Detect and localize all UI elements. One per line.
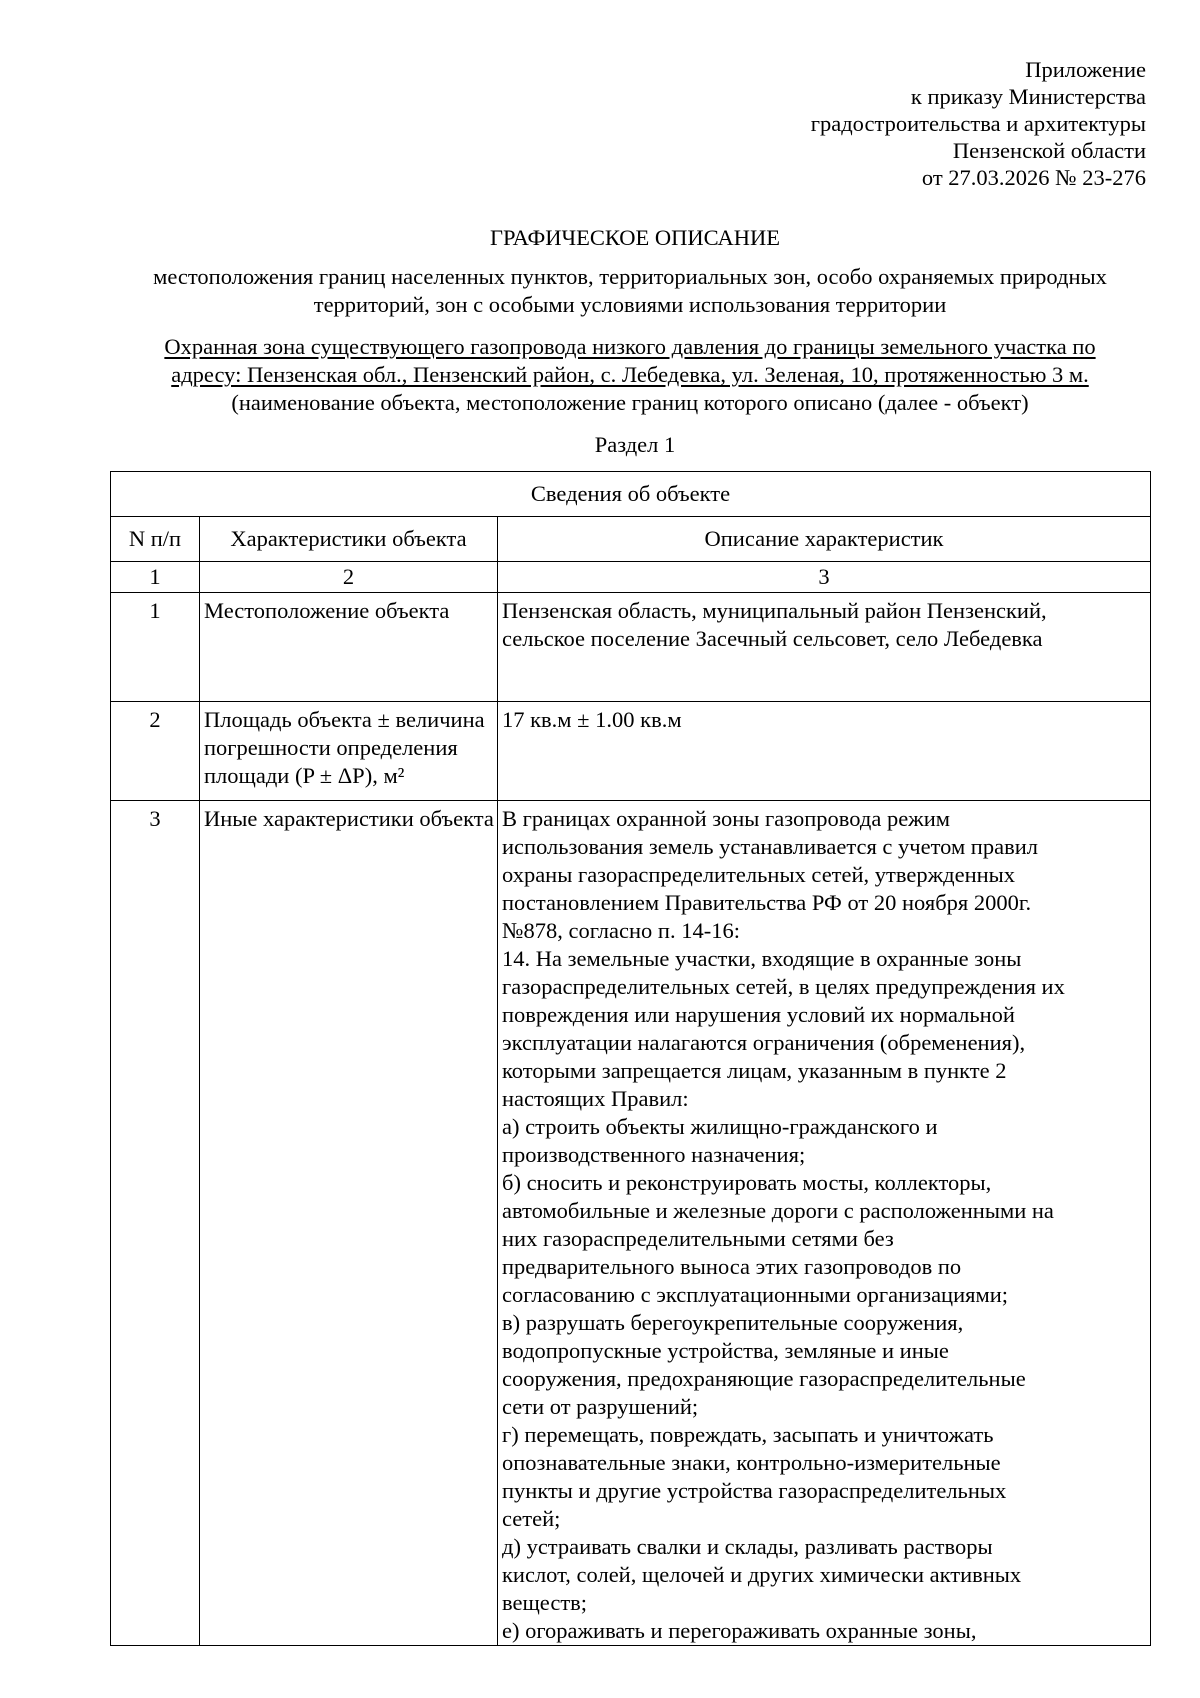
row-description: [498, 801, 1151, 1646]
description-line: настоящих Правил:: [502, 1086, 689, 1111]
description-line: 17 кв.м ± 1.00 кв.м: [502, 707, 682, 732]
column-number: 1: [111, 562, 200, 593]
row-description: [498, 702, 1151, 801]
object-name: [110, 333, 1150, 389]
description-line: газораспределительных сетей, в целях предупреждения их: [502, 974, 1065, 999]
description-line: а) строить объекты жилищно-гражданского и: [502, 1114, 938, 1139]
table-caption: Сведения об объекте: [111, 472, 1151, 517]
approval-line: к приказу Министерства: [910, 84, 1146, 109]
header-num: N п/п: [111, 517, 200, 562]
object-caption: (наименование объекта, местоположение границ которого описано (далее - объект): [231, 390, 1029, 415]
header-description: Описание характеристик: [498, 517, 1151, 562]
table-header-row: [111, 517, 1151, 562]
description-line: г) перемещать, повреждать, засыпать и уничтожать: [502, 1422, 994, 1447]
description-line: водопропускные устройства, земляные и иные: [502, 1338, 949, 1363]
description-line: Пензенская область, муниципальный район Пензенский,: [502, 598, 1047, 623]
description-line: веществ;: [502, 1590, 588, 1615]
description-line: сетей;: [502, 1506, 561, 1531]
description-line: В границах охранной зоны газопровода режим: [502, 806, 951, 831]
approval-line: Приложение: [1025, 57, 1146, 82]
description-line: эксплуатации налагаются ограничения (обременения),: [502, 1030, 1026, 1055]
description-line: охраны газораспределительных сетей, утвержденных: [502, 862, 1016, 887]
column-number: 3: [498, 562, 1151, 593]
table-row: [111, 593, 1151, 702]
column-number: 2: [200, 562, 498, 593]
description-line: е) огораживать и перегораживать охранные зоны,: [502, 1618, 977, 1643]
description-line: которыми запрещается лицам, указанным в пункте 2: [502, 1058, 1007, 1083]
document-title: ГРАФИЧЕСКОЕ ОПИСАНИЕ: [489, 225, 781, 250]
header-characteristic: Характеристики объекта: [200, 517, 498, 562]
characteristic-line: Площадь объекта ± величина: [204, 707, 485, 732]
table-row: [111, 801, 1151, 1646]
description-line: них газораспределительными сетями без: [502, 1226, 894, 1251]
document-subtitle: местоположения границ населенных пунктов, территориальных зон, особо охраняемых природных территорий, зон с особыми условиями использования территории: [153, 264, 1107, 317]
approval-line: градостроительства и архитектуры: [810, 111, 1146, 136]
description-line: кислот, солей, щелочей и других химически активных: [502, 1562, 1022, 1587]
description-line: использования земель устанавливается с учетом правил: [502, 834, 1038, 859]
description-line: согласованию с эксплуатационными организациями;: [502, 1282, 1009, 1307]
object-name-line: Охранная зона существующего газопровода низкого давления до границы земельного участка по: [164, 334, 1096, 359]
description-line: д) устраивать свалки и склады, разливать растворы: [502, 1534, 993, 1559]
row-characteristic: Иные характеристики объекта: [200, 801, 498, 1646]
description-line: постановлением Правительства РФ от 20 ноября 2000г.: [502, 890, 1032, 915]
row-characteristic: Местоположение объекта: [200, 593, 498, 702]
row-number: 2: [111, 702, 200, 801]
table-caption-row: [111, 472, 1151, 517]
description-line: производственного назначения;: [502, 1142, 806, 1167]
row-number: 3: [111, 801, 200, 1646]
description-line: 14. На земельные участки, входящие в охранные зоны: [502, 946, 1022, 971]
section-label: Раздел 1: [594, 432, 676, 457]
object-info-table: [110, 471, 1151, 1646]
table-row: [111, 702, 1151, 801]
description-line: автомобильные и железные дороги с расположенными на: [502, 1198, 1054, 1223]
approval-line: Пензенской области: [952, 138, 1146, 163]
column-number-row: [111, 562, 1151, 593]
approval-block: [811, 56, 1146, 191]
description-line: в) разрушать берегоукрепительные сооружения,: [502, 1310, 964, 1335]
characteristic-line: погрешности определения: [204, 735, 458, 760]
description-line: сети от разрушений;: [502, 1394, 699, 1419]
characteristic-line: площади (P ± ΔP), м²: [204, 763, 405, 788]
row-number: 1: [111, 593, 200, 702]
object-name-line: адресу: Пензенская обл., Пензенский район, с. Лебедевка, ул. Зеленая, 10, протяженностью 3 м.: [171, 362, 1089, 387]
approval-line: от 27.03.2026 № 23-276: [921, 165, 1146, 190]
description-line: предварительного выноса этих газопроводов по: [502, 1254, 962, 1279]
description-line: б) сносить и реконструировать мосты, коллекторы,: [502, 1170, 992, 1195]
description-line: пункты и другие устройства газораспределительных: [502, 1478, 1007, 1503]
row-description: [498, 593, 1151, 702]
description-line: повреждения или нарушения условий их нормальной: [502, 1002, 1015, 1027]
description-line: №878, согласно п. 14-16:: [502, 918, 740, 943]
description-line: сооружения, предохраняющие газораспределительные: [502, 1366, 1026, 1391]
description-line: сельское поселение Засечный сельсовет, село Лебедевка: [502, 626, 1043, 651]
description-line: опознавательные знаки, контрольно-измерительные: [502, 1450, 1001, 1475]
row-characteristic: [200, 702, 498, 801]
